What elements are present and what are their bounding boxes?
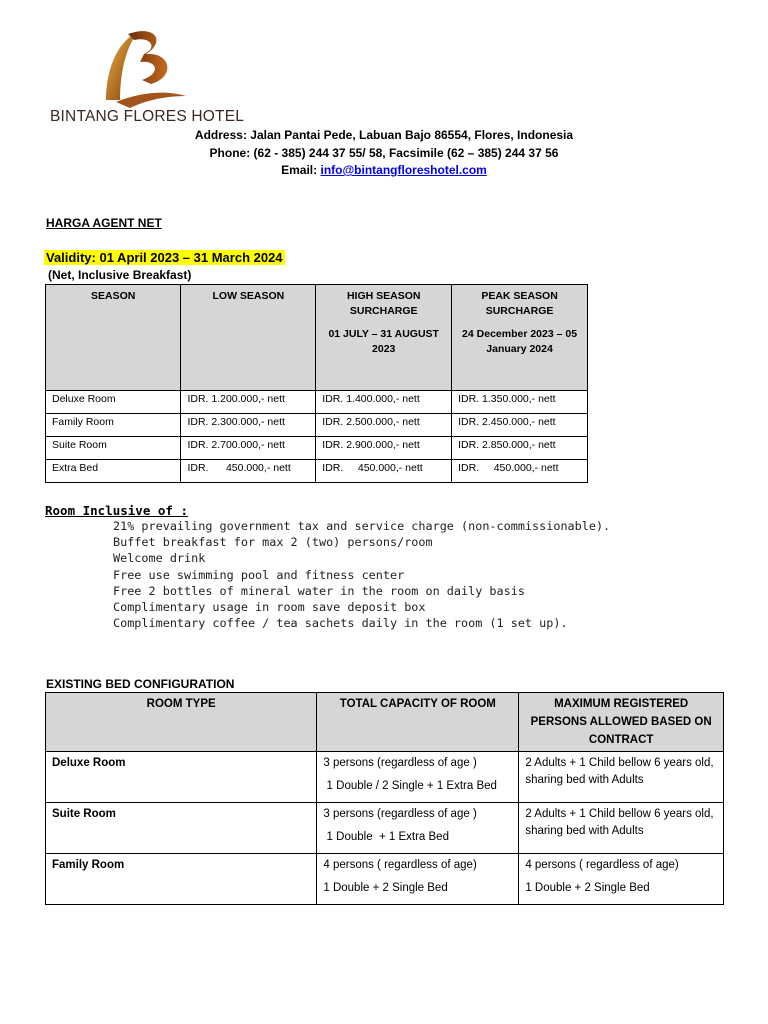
list-item: Buffet breakfast for max 2 (two) persons/room [113, 535, 433, 550]
validity-banner: Validity: 01 April 2023 – 31 March 2024 [46, 250, 283, 265]
room-name: Family Room [46, 414, 181, 437]
inclusive-list [113, 518, 610, 631]
list-item: Welcome drink [113, 551, 206, 566]
list-item: Complimentary usage in room save deposit box [113, 600, 426, 615]
max-persons: 4 persons ( regardless of age) [525, 859, 679, 871]
hotel-name: BINTANG FLORES HOTEL [50, 108, 245, 125]
high-rate: IDR. 2.900.000,- nett [316, 437, 452, 460]
inclusive-title: Room Inclusive of : [45, 503, 188, 518]
low-rate: IDR. 2.300.000,- nett [181, 414, 316, 437]
list-item: Free 2 bottles of mineral water in the room on daily basis [113, 583, 525, 598]
max-persons-cell [519, 752, 724, 803]
bed-config-table [45, 692, 724, 905]
address-line: Address: Jalan Pantai Pede, Labuan Bajo 86554, Flores, Indonesia [194, 128, 574, 142]
capacity-cell [317, 803, 519, 854]
peak-rate: IDR. 450.000,- nett [452, 460, 588, 483]
max-persons-header: MAXIMUM REGISTERED PERSONS ALLOWED BASED ON CONTRACT [519, 693, 724, 752]
list-item: Complimentary coffee / tea sachets daily in the room (1 set up). [113, 616, 568, 631]
capacity-header: TOTAL CAPACITY OF ROOM [317, 693, 519, 752]
capacity-persons: 3 persons (regardless of age ) [323, 757, 477, 769]
capacity-beds: 1 Double + 1 Extra Bed [323, 831, 449, 843]
rates-table [45, 284, 588, 483]
net-note: (Net, Inclusive Breakfast) [48, 268, 192, 282]
peak-rate: IDR. 1.350.000,- nett [452, 391, 588, 414]
low-rate: IDR. 1.200.000,- nett [181, 391, 316, 414]
high-season-label: HIGH SEASON SURCHARGE [346, 290, 421, 317]
peak-season-header [452, 285, 588, 391]
table-row [46, 391, 588, 414]
logo-mark-icon [46, 22, 246, 112]
email-label: Email: [281, 163, 321, 177]
high-rate: IDR. 1.400.000,- nett [316, 391, 452, 414]
room-type-header: ROOM TYPE [46, 693, 317, 752]
capacity-beds: 1 Double + 2 Single Bed [323, 882, 448, 894]
list-item: 21% prevailing government tax and service charge (non-commissionable). [113, 519, 611, 533]
email-line [0, 162, 768, 179]
table-row [46, 752, 724, 803]
capacity-persons: 3 persons (regardless of age ) [323, 808, 477, 820]
rates-header-row [46, 285, 588, 391]
room-type: Family Room [46, 854, 317, 905]
table-row [46, 437, 588, 460]
low-rate: IDR. 2.700.000,- nett [181, 437, 316, 460]
table-row [46, 854, 724, 905]
high-season-dates: 01 JULY – 31 AUGUST 2023 [328, 328, 439, 355]
room-name: Suite Room [46, 437, 181, 460]
low-rate: IDR. 450.000,- nett [181, 460, 316, 483]
email-link[interactable]: info@bintangfloreshotel.com [320, 163, 487, 177]
max-persons-cell [519, 803, 724, 854]
bed-config-title: EXISTING BED CONFIGURATION [46, 677, 235, 691]
list-item: Free use swimming pool and fitness center [113, 567, 405, 582]
peak-rate: IDR. 2.450.000,- nett [452, 414, 588, 437]
season-header: SEASON [46, 285, 181, 391]
room-type: Deluxe Room [46, 752, 317, 803]
table-row [46, 460, 588, 483]
capacity-beds: 1 Double / 2 Single + 1 Extra Bed [323, 780, 497, 792]
max-persons-beds: 1 Double + 2 Single Bed [525, 882, 650, 894]
capacity-cell [317, 854, 519, 905]
max-persons: 2 Adults + 1 Child bellow 6 years old, sharing bed with Adults [525, 808, 714, 837]
peak-rate: IDR. 2.850.000,- nett [452, 437, 588, 460]
low-season-header: LOW SEASON [181, 285, 316, 391]
room-type: Suite Room [46, 803, 317, 854]
peak-season-dates: 24 December 2023 – 05 January 2024 [462, 328, 578, 355]
phone-line: Phone: (62 - 385) 244 37 55/ 58, Facsimile (62 – 385) 244 37 56 [209, 146, 559, 160]
section-title: HARGA AGENT NET [46, 216, 162, 230]
max-persons: 2 Adults + 1 Child bellow 6 years old, sharing bed with Adults [525, 757, 714, 786]
high-rate: IDR. 450.000,- nett [316, 460, 452, 483]
room-name: Extra Bed [46, 460, 181, 483]
bed-header-row [46, 693, 724, 752]
high-rate: IDR. 2.500.000,- nett [316, 414, 452, 437]
capacity-cell [317, 752, 519, 803]
capacity-persons: 4 persons ( regardless of age) [323, 859, 477, 871]
peak-season-label: PEAK SEASON SURCHARGE [481, 290, 558, 317]
high-season-header [316, 285, 452, 391]
room-name: Deluxe Room [46, 391, 181, 414]
table-row [46, 803, 724, 854]
max-persons-cell [519, 854, 724, 905]
table-row [46, 414, 588, 437]
